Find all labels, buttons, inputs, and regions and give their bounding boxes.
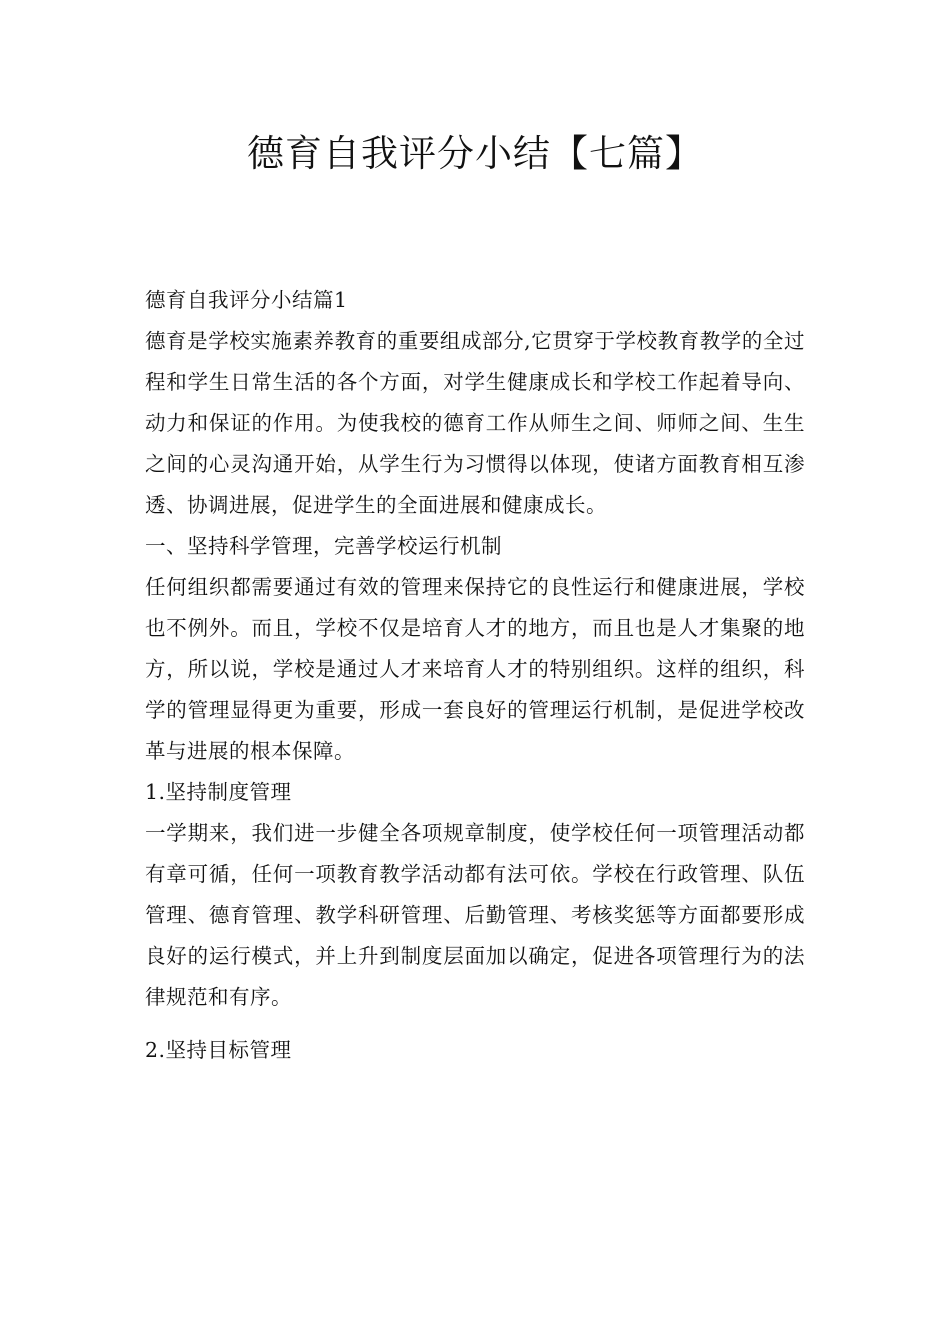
subsection-heading: 一、坚持科学管理，完善学校运行机制 — [145, 534, 502, 558]
document-title: 德育自我评分小结【七篇】 — [247, 132, 703, 175]
body-paragraph: 一学期来，我们进一步健全各项规章制度，使学校任何一项管理活动都有章可循，任何一项教育教学活动都有法可依。学校在行政管理、队伍管理、德育管理、教学科研管理、后勤管理、考核奖惩等方面都要形成良好的运行模式，并上升到制度层面加以确定，促进各项管理行为的法律规范和有序。 — [145, 821, 805, 1009]
item-heading: 1.坚持制度管理 — [145, 780, 292, 804]
item-heading: 2.坚持目标管理 — [145, 1038, 292, 1062]
document-body — [145, 280, 805, 1071]
section-heading: 德育自我评分小结篇1 — [145, 288, 348, 312]
body-paragraph: 任何组织都需要通过有效的管理来保持它的良性运行和健康进展，学校也不例外。而且，学校不仅是培育人才的地方，而且也是人才集聚的地方，所以说，学校是通过人才来培育人才的特别组织。这样的组织，科学的管理显得更为重要，形成一套良好的管理运行机制，是促进学校改革与进展的根本保障。 — [145, 575, 805, 763]
body-paragraph: 德育是学校实施素养教育的重要组成部分,它贯穿于学校教育教学的全过程和学生日常生活的各个方面，对学生健康成长和学校工作起着导向、动力和保证的作用。为使我校的德育工作从师生之间、师师之间、生生之间的心灵沟通开始，从学生行为习惯得以体现，使诸方面教育相互渗透、协调进展，促进学生的全面进展和健康成长。 — [145, 329, 805, 517]
